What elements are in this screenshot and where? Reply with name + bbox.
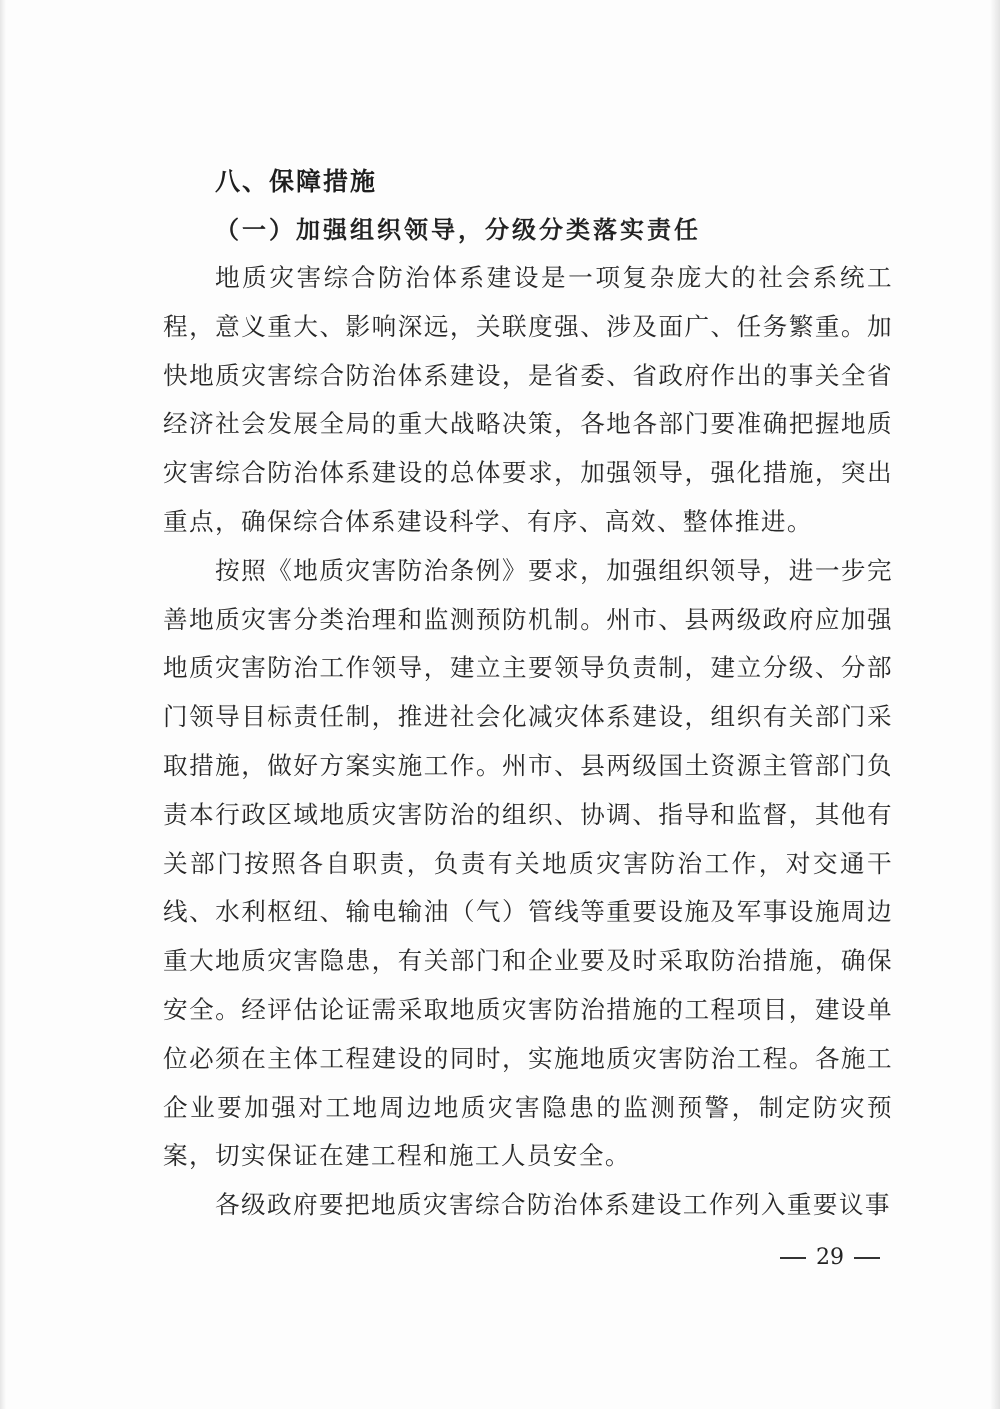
page-body [163, 158, 893, 1230]
section-heading: 八、保障措施 [215, 167, 378, 196]
scan-edge-right [990, 0, 1000, 1409]
page-number [780, 1243, 890, 1273]
paragraph-3: 各级政府要把地质灾害综合防治体系建设工作列入重要议事 [215, 1190, 891, 1220]
paragraph-1: 地质灾害综合防治体系建设是一项复杂庞大的社会系统工程，意义重大、影响深远，关联度强、涉及面广、任务繁重。加快地质灾害综合防治体系建设，是省委、省政府作出的事关全省经济社会发展全局的重大战略决策，各地各部门要准确把握地质灾害综合防治体系建设的总体要求，加强领导，强化措施，突出重点，确保综合体系建设科学、有序、高效、整体推进。 [163, 263, 893, 536]
page-number-value: 29 [816, 1245, 844, 1270]
subsection-heading: （一）加强组织领导，分级分类落实责任 [215, 215, 701, 244]
paragraph-2: 按照《地质灾害防治条例》要求，加强组织领导，进一步完善地质灾害分类治理和监测预防机制。州市、县两级政府应加强地质灾害防治工作领导，建立主要领导负责制，建立分级、分部门领导目标责任制，推进社会化减灾体系建设，组织有关部门采取措施，做好方案实施工作。州市、县两级国土资源主管部门负责本行政区域地质灾害防治的组织、协调、指导和监督，其他有关部门按照各自职责，负责有关地质灾害防治工作，对交通干线、水利枢纽、输电输油（气）管线等重要设施及军事设施周边重大地质灾害隐患，有关部门和企业要及时采取防治措施，确保安全。经评估论证需采取地质灾害防治措施的工程项目，建设单位必须在主体工程建设的同时，实施地质灾害防治工程。各施工企业要加强对工地周边地质灾害隐患的监测预警，制定防灾预案，切实保证在建工程和施工人员安全。 [163, 555, 893, 1171]
dash-right [854, 1257, 880, 1259]
scan-edge-left [0, 0, 6, 1409]
dash-left [780, 1257, 806, 1259]
